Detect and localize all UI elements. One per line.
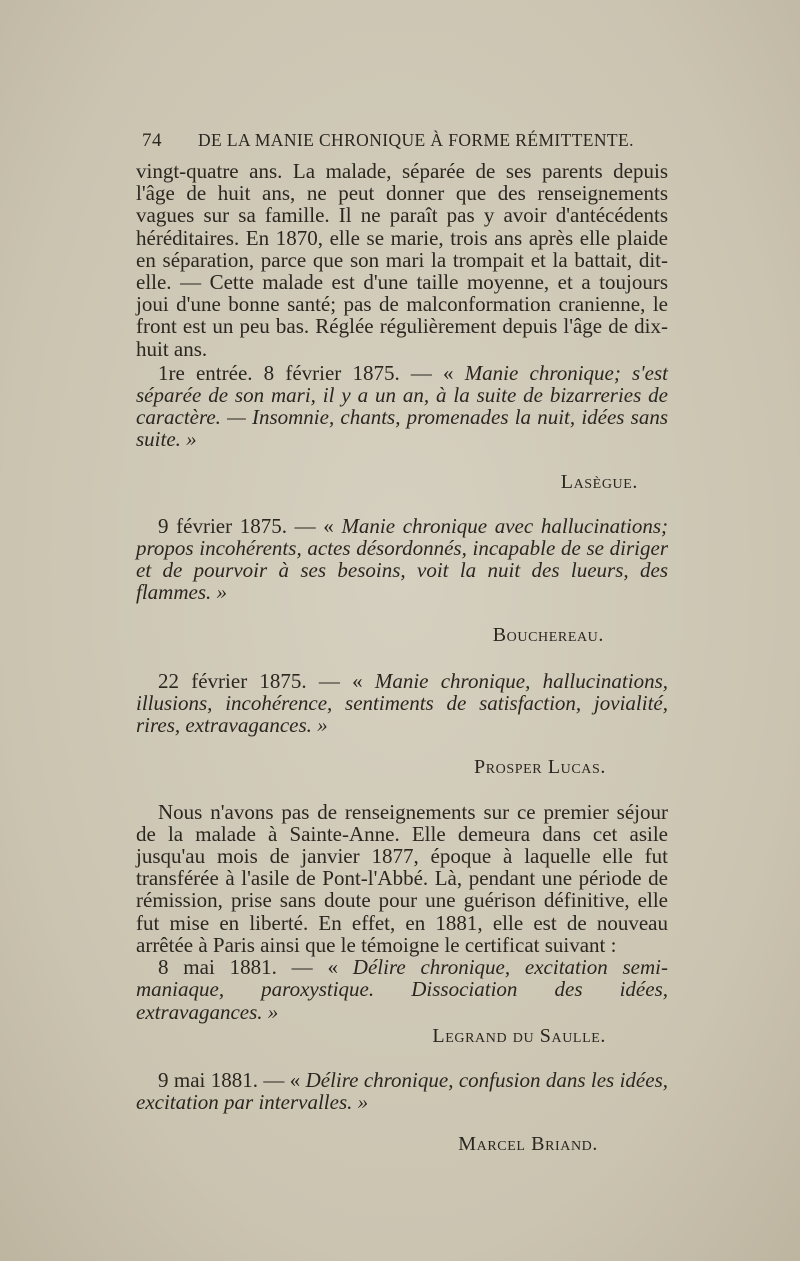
signature-bouchereau: Bouchereau. [492,623,604,646]
entry-date: 22 février 1875. — « [158,668,363,693]
certificate-quote: Manie chronique; s'est séparée de son mari, il y a un an, à la suite de bizarreries de caractère. — Insomnie, chants, promenades la nuit, idées sans suite. » [136,360,669,452]
paragraph-6 [136,956,668,1023]
paragraph-5: Nous n'avons pas de renseignements sur ce premier séjour de la malade à Sainte-Anne. Elle demeura dans cet asile jusqu'au mois de janvier 1877, époque à laquelle elle fut transférée à l'asile de Pont-l'Abbé. Là, pendant une période de rémission, prise sans doute pour une guérison définitive, elle fut mise en liberté. En effet, en 1881, elle est de nouveau arrêtée à Paris ainsi que le témoigne le certificat suivant : [136,799,668,957]
running-title: DE LA MANIE CHRONIQUE À FORME RÉMITTENTE. [198,130,634,150]
certificate-quote: Manie chronique avec hallucinations; propos incohérents, actes désordonnés, incapable de se diriger et de pourvoir à ses besoins, voit la nuit des lueurs, des flammes. » [136,513,669,605]
signature-prosper-lucas: Prosper Lucas. [474,756,606,779]
certificate-quote: Délire chronique, confusion dans les idées, excitation par intervalles. » [136,1067,668,1115]
paragraph-2 [136,362,668,451]
page-number: 74 [142,130,162,151]
signature-legrand-du-saulle: Legrand du Saulle. [432,1024,606,1047]
entry-date: 8 mai 1881. — « [158,955,338,980]
paragraph-3 [136,515,668,604]
paragraph-4 [136,670,668,737]
paragraph-7 [136,1069,668,1113]
certificate-quote: Manie chronique, hallucinations, illusions, incohérence, sentiments de satisfaction, jovialité, rires, extravagances. » [136,668,668,738]
signature-lasegue: Lasègue. [560,470,638,493]
certificate-quote: Délire chronique, excitation semi-maniaque, paroxystique. Dissociation des idées, extravagances. » [136,955,668,1024]
entry-date: 9 février 1875. — « [158,513,334,538]
entry-date: 9 mai 1881. — « [158,1067,301,1092]
paragraph-1: vingt-quatre ans. La malade, séparée de ses parents depuis l'âge de huit ans, ne peut donner que des renseignements vagues sur sa famille. Il ne paraît pas y avoir d'antécédents héréditaires. En 1870, elle se marie, trois ans après elle plaide en séparation, parce que son mari la trompait et la battait, dit-elle. — Cette malade est d'une taille moyenne, et a toujours joui d'une bonne santé; pas de malconformation cranienne, le front est un peu bas. Réglée régulièrement depuis l'âge de dix-huit ans. [136,159,668,361]
entry-date: 1re entrée. 8 février 1875. — « [158,360,454,385]
signature-marcel-briand: Marcel Briand. [458,1133,598,1156]
page-body [136,160,668,1156]
